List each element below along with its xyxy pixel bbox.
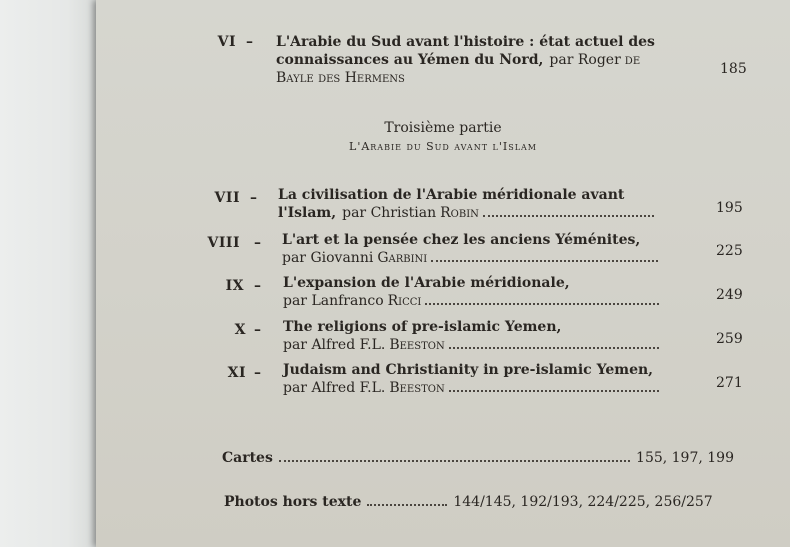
- entry-dash: –: [250, 190, 257, 206]
- toc-entry-vi: [200, 33, 770, 93]
- leader-dots: [279, 459, 630, 462]
- cartes-pages: 155, 197, 199: [636, 450, 734, 466]
- toc-entry-ix: [204, 274, 774, 314]
- entry-dash: –: [254, 365, 261, 381]
- page-number: 185: [720, 61, 747, 77]
- entry-title-line1: L'art et la pensée chez les anciens Yéménites,: [282, 232, 641, 248]
- entry-number: VIII: [207, 235, 240, 251]
- author-prefix: par Giovanni: [282, 250, 374, 266]
- page-number: 225: [716, 243, 743, 259]
- entry-title-line2-text: connaissances au Yémen du Nord,: [276, 52, 544, 68]
- author-name-line3: Bayle des Hermens: [276, 70, 405, 86]
- leader-dots: [483, 214, 654, 217]
- entry-title-line2: [276, 51, 706, 69]
- page-number: 271: [716, 375, 743, 391]
- entry-author-line: [283, 379, 663, 397]
- author-name: Garbini: [377, 250, 428, 266]
- section-title: L'Arabie du Sud avant l'Islam: [349, 140, 537, 153]
- book-page: [96, 0, 790, 547]
- leader-dots: [449, 389, 659, 392]
- author-name: Beeston: [389, 337, 445, 353]
- toc-entry-x: [204, 318, 774, 358]
- page-number: 195: [716, 200, 743, 216]
- entry-dash: –: [254, 322, 261, 338]
- toc-entry-viii: [204, 231, 774, 271]
- leader-dots: [431, 259, 658, 262]
- author-name: Ricci: [387, 293, 422, 309]
- author-name: Beeston: [389, 380, 445, 396]
- leader-dots: [425, 302, 659, 305]
- entry-title-line2-text: l'Islam,: [278, 205, 337, 221]
- entry-author-line: [283, 292, 663, 310]
- author-prefix: par Roger: [549, 52, 621, 68]
- entry-number: IX: [225, 278, 244, 294]
- toc-entry-xi: [204, 361, 774, 401]
- table-of-contents: [96, 0, 790, 547]
- photos-row: [224, 494, 734, 510]
- author-name: Robin: [440, 205, 479, 221]
- toc-entry-vii: [204, 186, 774, 226]
- entry-dash: –: [254, 278, 261, 294]
- entry-title-line1: The religions of pre-islamic Yemen,: [283, 319, 562, 335]
- page-number: 259: [716, 331, 743, 347]
- entry-title-line1: L'expansion de l'Arabie méridionale,: [283, 275, 570, 291]
- entry-number: VI: [217, 34, 236, 50]
- entry-author-line: [283, 336, 663, 354]
- entry-title-line1: Judaism and Christianity in pre-islamic Yemen,: [283, 362, 654, 378]
- page-number: 249: [716, 287, 743, 303]
- section-heading: [96, 120, 790, 153]
- author-name: de: [624, 52, 641, 68]
- section-part: Troisième partie: [384, 120, 502, 136]
- cartes-row: [222, 450, 734, 466]
- entry-author-line: [276, 69, 706, 87]
- author-prefix: par Christian: [342, 205, 437, 221]
- photos-label: Photos hors texte: [224, 494, 362, 510]
- leader-dots: [449, 346, 659, 349]
- entry-author-line: [282, 249, 662, 267]
- entry-title-line1: L'Arabie du Sud avant l'histoire : état actuel des: [276, 34, 655, 50]
- entry-title-line1: La civilisation de l'Arabie méridionale avant: [278, 187, 625, 203]
- entry-number: X: [234, 322, 246, 338]
- entry-number: VII: [214, 190, 240, 206]
- entry-dash: –: [254, 235, 261, 251]
- author-prefix: par Alfred F.L.: [283, 337, 386, 353]
- author-prefix: par Lanfranco: [283, 293, 384, 309]
- entry-dash: –: [246, 34, 253, 50]
- author-prefix: par Alfred F.L.: [283, 380, 386, 396]
- cartes-label: Cartes: [222, 450, 273, 466]
- photos-pages: 144/145, 192/193, 224/225, 256/257: [453, 494, 713, 510]
- entry-number: XI: [227, 365, 246, 381]
- entry-author-line: [278, 204, 658, 222]
- leader-dots: [367, 503, 447, 506]
